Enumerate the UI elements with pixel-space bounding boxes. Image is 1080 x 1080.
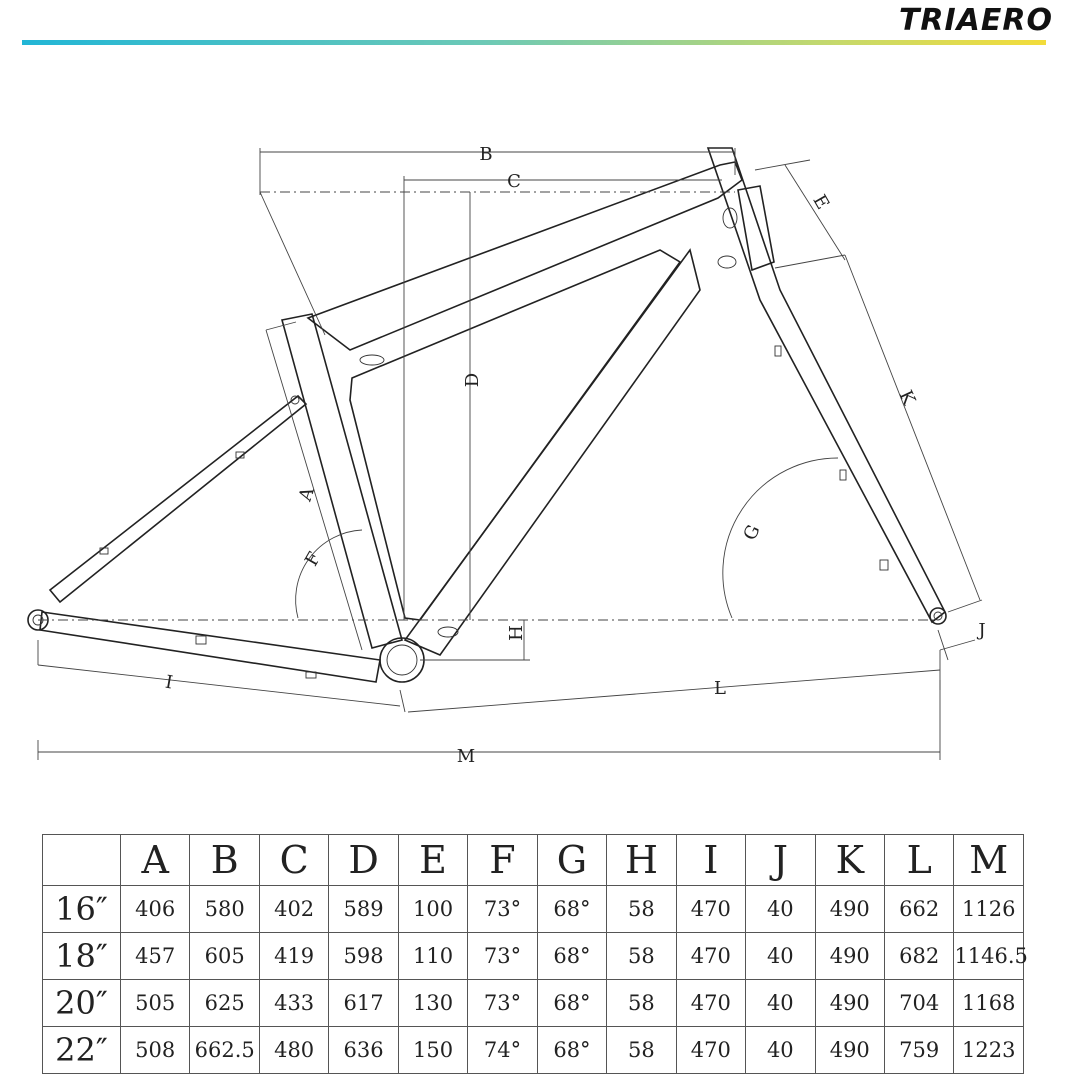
table-cell: 490 xyxy=(815,886,884,933)
table-cell: 406 xyxy=(121,886,190,933)
size-cell: 22″ xyxy=(43,1027,121,1074)
column-header: G xyxy=(537,835,606,886)
table-cell: 1146.5 xyxy=(954,933,1024,980)
table-cell: 605 xyxy=(190,933,259,980)
accent-gradient-bar xyxy=(22,40,1046,45)
table-cell: 58 xyxy=(607,980,676,1027)
table-cell: 130 xyxy=(398,980,467,1027)
table-cell: 68° xyxy=(537,980,606,1027)
table-cell: 100 xyxy=(398,886,467,933)
table-cell: 68° xyxy=(537,1027,606,1074)
table-cell: 73° xyxy=(468,933,537,980)
table-cell: 580 xyxy=(190,886,259,933)
label-e: E xyxy=(808,191,834,214)
table-cell: 433 xyxy=(259,980,328,1027)
table-cell: 419 xyxy=(259,933,328,980)
table-cell: 68° xyxy=(537,933,606,980)
column-header: A xyxy=(121,835,190,886)
size-cell: 20″ xyxy=(43,980,121,1027)
table-cell: 480 xyxy=(259,1027,328,1074)
table-cell: 704 xyxy=(884,980,953,1027)
label-m: M xyxy=(456,746,476,767)
dimension-lines xyxy=(38,148,982,760)
label-j: J xyxy=(978,620,986,641)
table-cell: 490 xyxy=(815,933,884,980)
table-header-row xyxy=(43,835,1024,886)
table-cell: 508 xyxy=(121,1027,190,1074)
label-h: H xyxy=(506,625,527,641)
table-cell: 1168 xyxy=(954,980,1024,1027)
table-row xyxy=(43,980,1024,1027)
table-cell: 58 xyxy=(607,886,676,933)
dimension-labels xyxy=(164,144,986,767)
table-cell: 110 xyxy=(398,933,467,980)
table-row xyxy=(43,886,1024,933)
column-header: I xyxy=(676,835,745,886)
table-cell: 470 xyxy=(676,980,745,1027)
table-cell: 625 xyxy=(190,980,259,1027)
table-cell: 589 xyxy=(329,886,398,933)
table-cell: 58 xyxy=(607,933,676,980)
table-cell: 662.5 xyxy=(190,1027,259,1074)
table-cell: 505 xyxy=(121,980,190,1027)
label-a: A xyxy=(294,484,319,504)
label-c: C xyxy=(507,171,521,192)
column-header: F xyxy=(468,835,537,886)
table-cell: 636 xyxy=(329,1027,398,1074)
table-cell: 40 xyxy=(746,980,815,1027)
table-cell: 58 xyxy=(607,1027,676,1074)
size-cell: 18″ xyxy=(43,933,121,980)
table-cell: 40 xyxy=(746,933,815,980)
table-cell: 598 xyxy=(329,933,398,980)
column-header: K xyxy=(815,835,884,886)
table-cell: 470 xyxy=(676,933,745,980)
column-header: D xyxy=(329,835,398,886)
table-row xyxy=(43,1027,1024,1074)
table-cell: 68° xyxy=(537,886,606,933)
geometry-table xyxy=(42,834,1028,1074)
column-header: H xyxy=(607,835,676,886)
table-cell: 490 xyxy=(815,980,884,1027)
label-b: B xyxy=(479,144,493,165)
table-cell: 490 xyxy=(815,1027,884,1074)
table-cell: 402 xyxy=(259,886,328,933)
table-row xyxy=(43,933,1024,980)
column-header: L xyxy=(884,835,953,886)
size-cell: 16″ xyxy=(43,886,121,933)
table-cell: 73° xyxy=(468,980,537,1027)
table-cell: 1126 xyxy=(954,886,1024,933)
label-d: D xyxy=(462,372,483,388)
table-cell: 73° xyxy=(468,886,537,933)
column-header: C xyxy=(259,835,328,886)
table-cell: 1223 xyxy=(954,1027,1024,1074)
table-cell: 662 xyxy=(884,886,953,933)
column-header: J xyxy=(746,835,815,886)
column-header: E xyxy=(398,835,467,886)
label-g: G xyxy=(739,521,765,544)
table-cell: 470 xyxy=(676,886,745,933)
table-cell: 150 xyxy=(398,1027,467,1074)
frame-outline xyxy=(28,148,946,682)
brand-name: TRIAERO xyxy=(898,3,1053,36)
table-cell: 457 xyxy=(121,933,190,980)
table-cell: 617 xyxy=(329,980,398,1027)
table-cell: 74° xyxy=(468,1027,537,1074)
table-cell: 40 xyxy=(746,1027,815,1074)
label-i: I xyxy=(163,671,175,694)
label-k: K xyxy=(894,387,920,409)
table-cell: 682 xyxy=(884,933,953,980)
frame-geometry-diagram xyxy=(0,60,1080,780)
label-l: L xyxy=(714,678,726,699)
table-cell: 470 xyxy=(676,1027,745,1074)
column-header xyxy=(43,835,121,886)
column-header: B xyxy=(190,835,259,886)
table-cell: 40 xyxy=(746,886,815,933)
column-header: M xyxy=(954,835,1024,886)
label-f: F xyxy=(301,548,326,570)
table-cell: 759 xyxy=(884,1027,953,1074)
brand-logo xyxy=(783,2,1058,36)
